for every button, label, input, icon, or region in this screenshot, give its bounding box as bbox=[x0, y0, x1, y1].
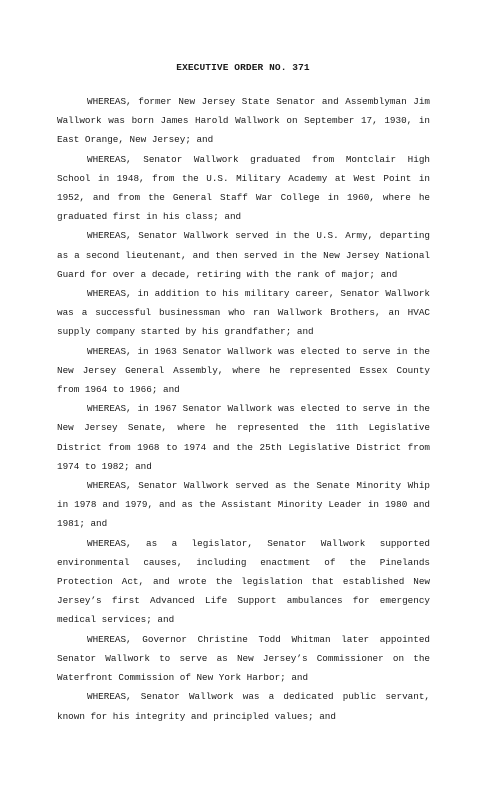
whereas-paragraph: WHEREAS, Senator Wallwork graduated from Montclair High School in 1948, from the U.S. Military Academy at West Point in 1952, and from the General Staff War College in 1960, where he graduated first in his class; and bbox=[57, 153, 430, 223]
whereas-paragraph: WHEREAS, in 1963 Senator Wallwork was elected to serve in the New Jersey General Assembly, where he represented Essex County from 1964 to 1966; and bbox=[57, 345, 430, 396]
whereas-paragraph: WHEREAS, as a legislator, Senator Wallwork supported environmental causes, including enactment of the Pinelands Protection Act, and wrote the legislation that established New Jersey’s first Advanced Life Support ambulances for emergency medical services; and bbox=[57, 537, 430, 626]
document-title: EXECUTIVE ORDER NO. 371 bbox=[176, 62, 310, 73]
whereas-paragraph: WHEREAS, Senator Wallwork was a dedicated public servant, known for his integrity and principled values; and bbox=[57, 691, 430, 722]
whereas-paragraph: WHEREAS, Senator Wallwork served in the U.S. Army, departing as a second lieutenant, and then served in the New Jersey National Guard for over a decade, retiring with the rank of major; and bbox=[57, 230, 430, 280]
whereas-paragraph: WHEREAS, former New Jersey State Senator and Assemblyman Jim Wallwork was born James Harold Wallwork on September 17, 1930, in East Orange, New Jersey; and bbox=[57, 96, 430, 146]
whereas-paragraph: WHEREAS, Governor Christine Todd Whitman later appointed Senator Wallwork to serve as New Jersey’s Commissioner on the Waterfront Commission of New York Harbor; and bbox=[57, 633, 430, 684]
document-body bbox=[57, 92, 430, 726]
whereas-paragraph: WHEREAS, in addition to his military career, Senator Wallwork was a successful businessman who ran Wallwork Brothers, an HVAC supply company started by his grandfather; and bbox=[57, 288, 430, 338]
whereas-paragraph: WHEREAS, in 1967 Senator Wallwork was elected to serve in the New Jersey Senate, where he represented the 11th Legislative District from 1968 to 1974 and the 25th Legislative District from 1974 to 1982; and bbox=[57, 403, 430, 472]
whereas-paragraph: WHEREAS, Senator Wallwork served as the Senate Minority Whip in 1978 and 1979, and as the Assistant Minority Leader in 1980 and 1981; and bbox=[57, 480, 430, 530]
